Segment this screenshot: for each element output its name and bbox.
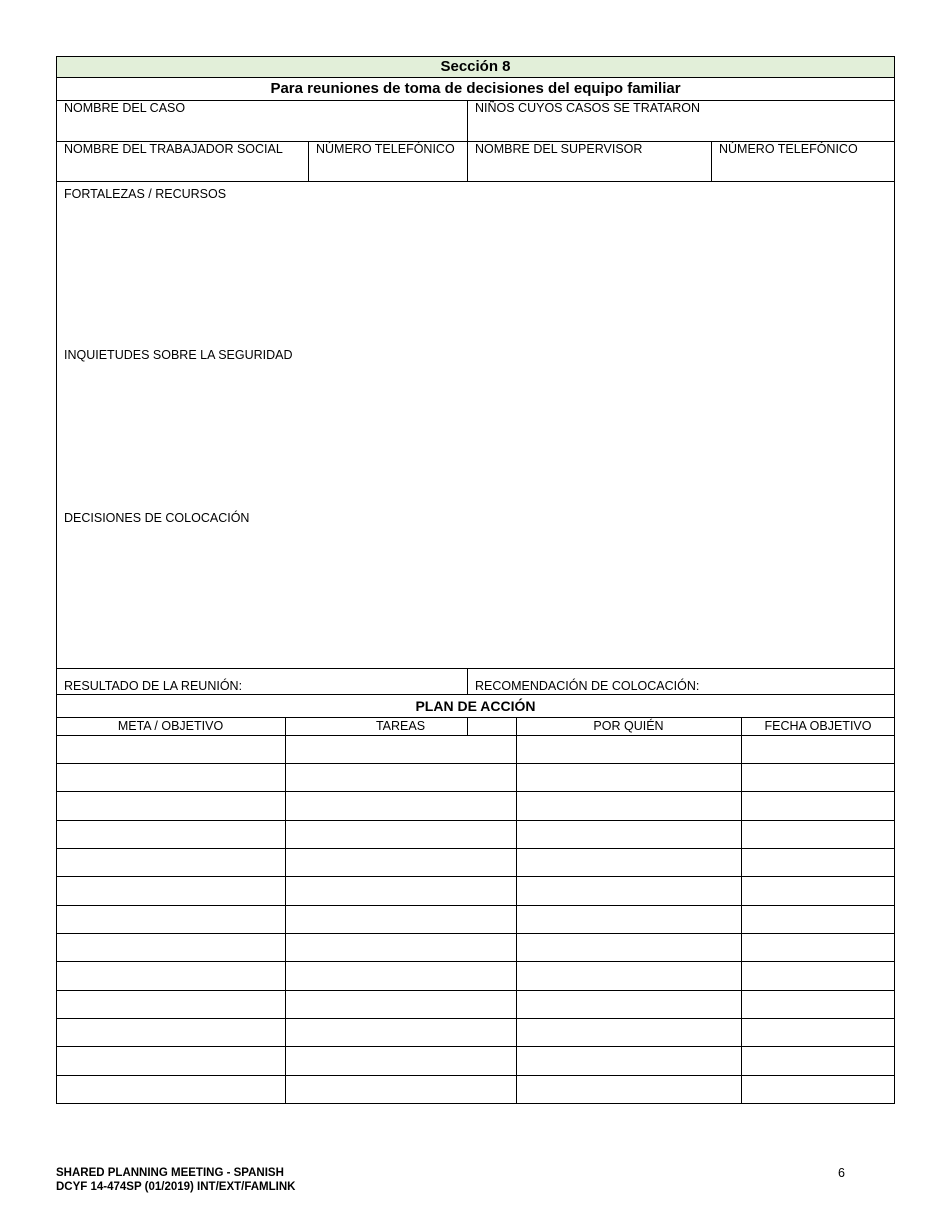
target-date-cell[interactable] [742,849,894,876]
children-field[interactable] [468,115,894,141]
supervisor-field[interactable] [468,156,711,181]
by-whom-cell[interactable] [517,934,741,961]
by-whom-cell[interactable] [517,764,741,791]
target-date-cell[interactable] [742,764,894,791]
target-date-cell[interactable] [742,1075,894,1102]
phone-label-1: NÚMERO TELEFÓNICO [316,142,455,156]
by-whom-cell[interactable] [517,962,741,989]
tasks-cell[interactable] [286,793,516,820]
section-title: Sección 8 [440,58,511,75]
safety-field[interactable] [57,364,894,506]
tasks-cell[interactable] [286,934,516,961]
by-whom-cell[interactable] [517,906,741,933]
target-date-cell[interactable] [742,821,894,848]
target-date-cell[interactable] [742,793,894,820]
footer-form-code: DCYF 14-474SP (01/2019) INT/EXT/FAMLINK [56,1181,296,1193]
by-whom-cell[interactable] [517,1047,741,1074]
strengths-field[interactable] [57,203,894,343]
by-whom-cell[interactable] [517,990,741,1017]
section-8-form [56,56,895,1104]
target-date-cell[interactable] [742,990,894,1017]
case-name-label: NOMBRE DEL CASO [64,101,186,115]
tasks-cell[interactable] [286,962,516,989]
column-header-goal: META / OBJETIVO [117,719,224,733]
phone-label-2: NÚMERO TELEFÓNICO [719,142,858,156]
footer-form-title: SHARED PLANNING MEETING - SPANISH [56,1167,284,1179]
tasks-cell[interactable] [286,764,516,791]
by-whom-cell[interactable] [517,1019,741,1046]
tasks-cell[interactable] [286,877,516,904]
tasks-cell[interactable] [286,821,516,848]
children-label: NIÑOS CUYOS CASOS SE TRATARON [475,101,701,115]
placement-recommendation-label: RECOMENDACIÓN DE COLOCACIÓN: [475,679,700,693]
target-date-cell[interactable] [742,906,894,933]
target-date-cell[interactable] [742,962,894,989]
by-whom-cell[interactable] [517,821,741,848]
placement-field[interactable] [57,527,894,667]
tasks-cell[interactable] [286,1075,516,1102]
phone-field-1[interactable] [309,156,467,181]
by-whom-cell[interactable] [517,1075,741,1102]
meeting-result-field[interactable] [241,669,467,694]
target-date-cell[interactable] [742,736,894,763]
goal-cell[interactable] [57,764,285,791]
meeting-result-label: RESULTADO DE LA REUNIÓN: [64,679,243,693]
goal-cell[interactable] [57,1075,285,1102]
social-worker-label: NOMBRE DEL TRABAJADOR SOCIAL [64,142,283,156]
tasks-cell[interactable] [286,736,516,763]
tasks-cell[interactable] [286,990,516,1017]
supervisor-label: NOMBRE DEL SUPERVISOR [475,142,643,156]
placement-recommendation-field[interactable] [702,669,894,694]
safety-label: INQUIETUDES SOBRE LA SEGURIDAD [64,348,293,362]
goal-cell[interactable] [57,990,285,1017]
strengths-label: FORTALEZAS / RECURSOS [64,187,227,201]
goal-cell[interactable] [57,1019,285,1046]
goal-cell[interactable] [57,849,285,876]
case-name-field[interactable] [57,115,467,141]
action-plan-title: PLAN DE ACCIÓN [415,698,536,714]
tasks-cell[interactable] [286,906,516,933]
goal-cell[interactable] [57,906,285,933]
by-whom-cell[interactable] [517,877,741,904]
phone-field-2[interactable] [712,156,894,181]
column-header-by-whom: POR QUIÉN [593,719,664,733]
goal-cell[interactable] [57,962,285,989]
by-whom-cell[interactable] [517,736,741,763]
column-header-tasks: TAREAS [375,719,426,733]
social-worker-field[interactable] [57,156,308,181]
goal-cell[interactable] [57,793,285,820]
tasks-cell[interactable] [286,1047,516,1074]
target-date-cell[interactable] [742,1019,894,1046]
goal-cell[interactable] [57,1047,285,1074]
placement-label: DECISIONES DE COLOCACIÓN [64,511,250,525]
tasks-cell[interactable] [286,1019,516,1046]
target-date-cell[interactable] [742,1047,894,1074]
by-whom-cell[interactable] [517,793,741,820]
goal-cell[interactable] [57,934,285,961]
form-subtitle: Para reuniones de toma de decisiones del equipo familiar [270,80,681,97]
goal-cell[interactable] [57,877,285,904]
tasks-cell[interactable] [286,849,516,876]
page-number: 6 [838,1166,845,1180]
goal-cell[interactable] [57,821,285,848]
target-date-cell[interactable] [742,934,894,961]
by-whom-cell[interactable] [517,849,741,876]
column-header-target-date: FECHA OBJETIVO [764,719,872,733]
target-date-cell[interactable] [742,877,894,904]
goal-cell[interactable] [57,736,285,763]
